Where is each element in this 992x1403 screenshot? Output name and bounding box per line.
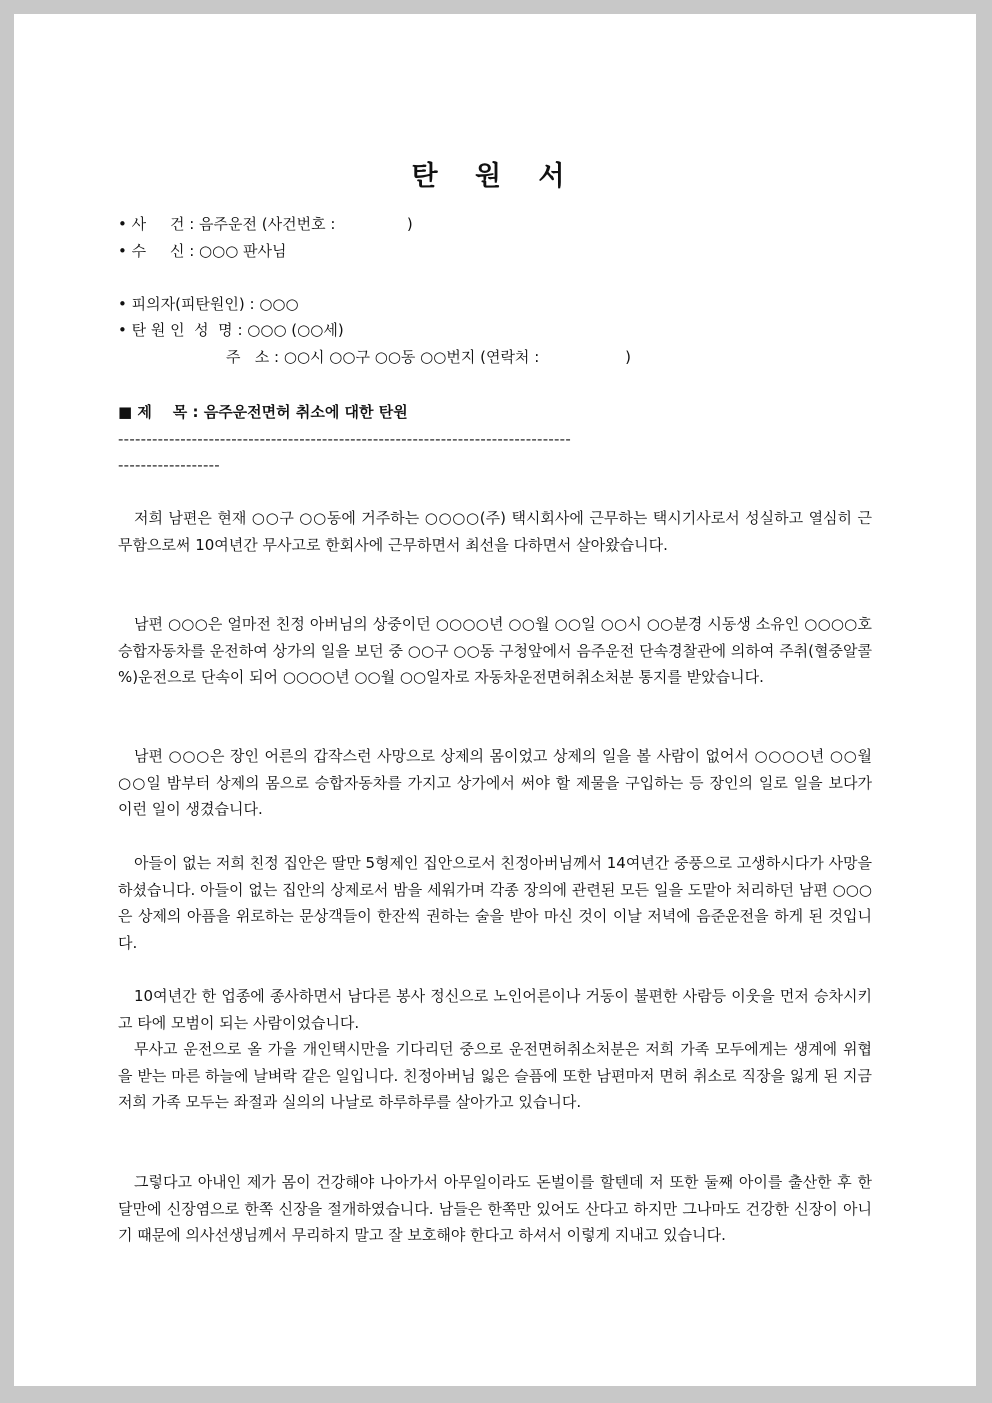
paragraph-1: 저희 남편은 현재 ○○구 ○○동에 거주하는 ○○○○(주) 택시회사에 근무하는 택시기사로서 성실하고 열심히 근무함으로써 10여년간 무사고로 한회사에 근무하면서 최선을 다하면서 살아왔습니다. [118,509,872,554]
petitioner-line: • 탄 원 인 성 명 : ○○○ (○○세) [118,321,344,339]
paragraph-4: 아들이 없는 저희 친정 집안은 딸만 5형제인 집안으로서 친정아버님께서 14여년간 중풍으로 고생하시다가 사망을 하셨습니다. 아들이 없는 집안의 상제로서 밤을 세워가며 각종 장의에 관련된 모든 일을 도맡아 처리하던 남편 ○○○은 상제의 아픔을 위로하는 문상객들이 한잔씩 권하는 술을 받아 마신 것이 이날 저녁에 음준운전을 하게 된 것입니다. [118,854,872,952]
address-line: 주 소 : ○○시 ○○구 ○○동 ○○번지 (연락처 : ) [226,348,631,366]
document-title: 탄 원 서 [411,161,579,192]
subject-line: ■ 제 목 : 음주운전면허 취소에 대한 탄원 [118,403,408,421]
suspect-line: • 피의자(피탄원인) : ○○○ [118,295,299,313]
paragraph-7: 그렇다고 아내인 제가 몸이 건강해야 나아가서 아무일이라도 돈벌이를 할텐데 저 또한 둘째 아이를 출산한 후 한달만에 신장염으로 한쪽 신장을 절개하였습니다. 남들은 한쪽만 있어도 산다고 하지만 그나마도 건강한 신장이 아니기 때문에 의사선생님께서 무리하지 말고 잘 보호해야 한다고 하셔서 이렇게 지내고 있습니다. [118,1173,872,1244]
case-line: • 사 건 : 음주운전 (사건번호 : ) [118,215,413,233]
paragraph-3: 남편 ○○○은 장인 어른의 갑작스런 사망으로 상제의 몸이었고 상제의 일을 볼 사람이 없어서 ○○○○년 ○○월 ○○일 밤부터 상제의 몸으로 승합자동차를 가지고 상가에서 써야 할 제물을 구입하는 등 장인의 일로 일을 보다가 이런 일이 생겼습니다. [118,747,872,818]
paragraph-2: 남편 ○○○은 얼마전 친정 아버님의 상중이던 ○○○○년 ○○월 ○○일 ○○시 ○○분경 시동생 소유인 ○○○○호 승합자동차를 운전하여 상가의 일을 보던 중 ○○구 ○○동 구청앞에서 음주운전 단속경찰관에 의하여 주취(혈중알콜 %)운전으로 단속이 되어 ○○○○년 ○○월 ○○일자로 자동차운전면허취소처분 통지를 받았습니다. [118,615,872,686]
paragraph-6: 무사고 운전으로 올 가을 개인택시만을 기다리던 중으로 운전면허취소처분은 저희 가족 모두에게는 생계에 위협을 받는 마른 하늘에 날벼락 같은 일입니다. 친정아버님 잃은 슬픔에 또한 남편마저 면허 취소로 직장을 잃게 된 지금 저희 가족 모두는 좌절과 실의의 나날로 하루하루를 살아가고 있습니다. [118,1040,872,1111]
paragraph-5: 10여년간 한 업종에 종사하면서 남다른 봉사 정신으로 노인어른이나 거동이 불편한 사람등 이웃을 먼저 승차시키고 타에 모범이 되는 사람이었습니다. [118,987,872,1032]
separator-line-continued: ------------------ [118,456,220,474]
document-page [14,14,976,1386]
recipient-line: • 수 신 : ○○○ 판사님 [118,242,287,260]
separator-line: -------------------------------------------------------------------------------- [118,430,572,448]
